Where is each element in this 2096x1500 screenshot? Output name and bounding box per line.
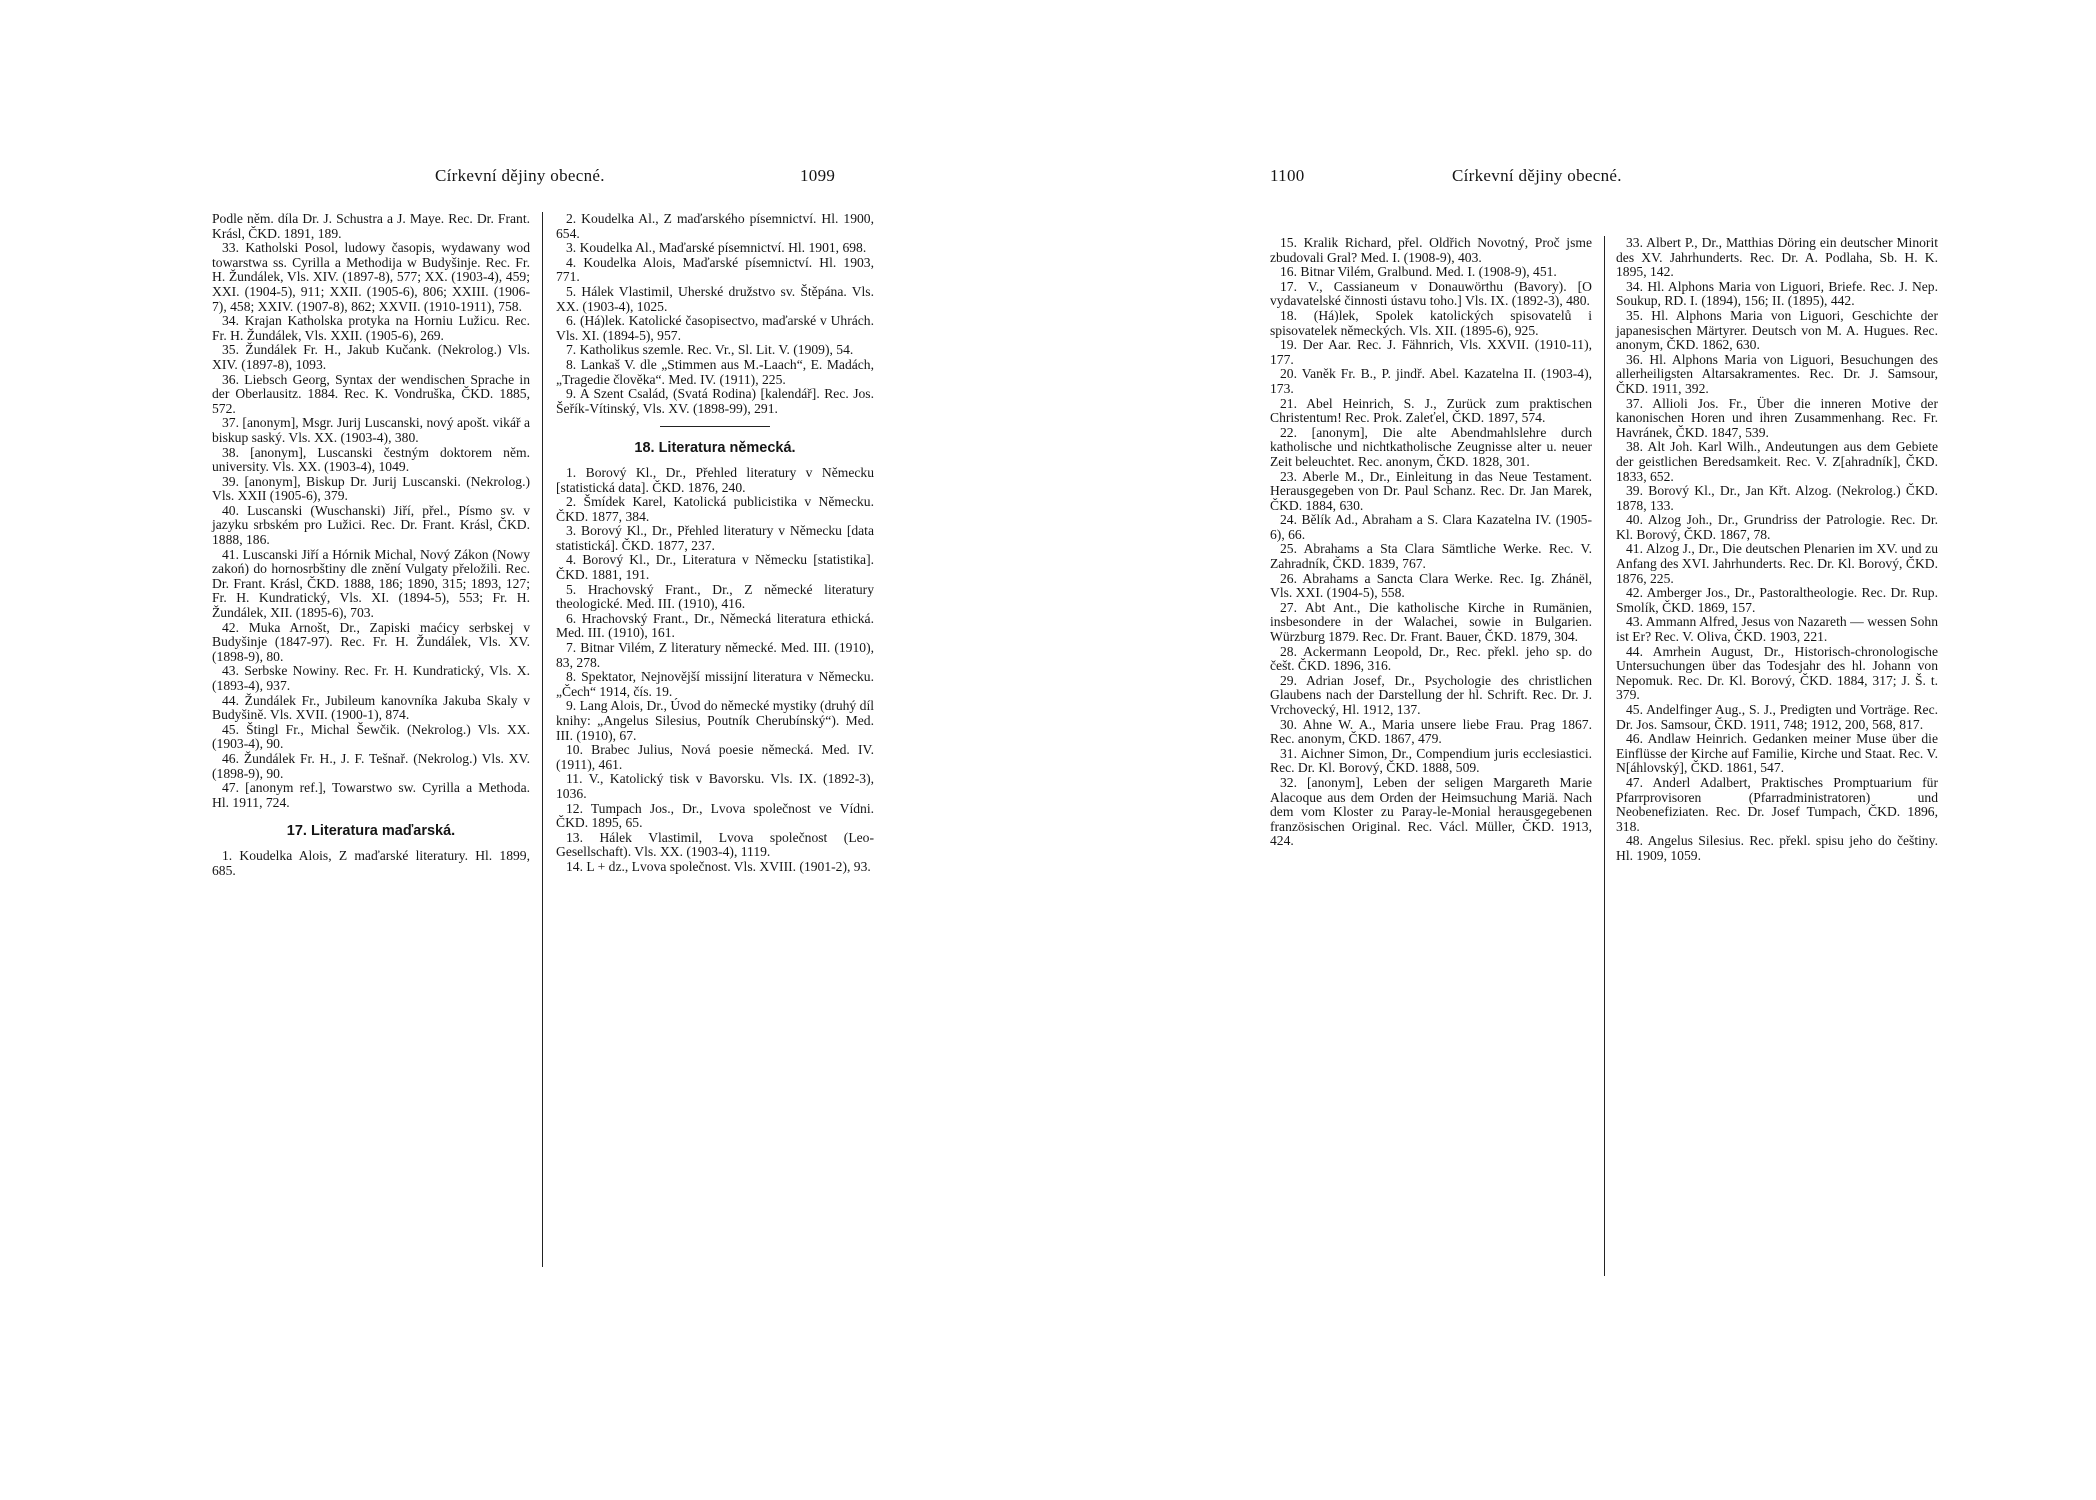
bibliography-entry: 7. Bitnar Vilém, Z literatury německé. Med. III. (1910), 83, 278. (556, 640, 874, 670)
bibliography-entry: Podle něm. díla Dr. J. Schustra a J. Maye. Rec. Dr. Frant. Krásl, ČKD. 1891, 189. (212, 211, 530, 241)
bibliography-entry: 42. Amberger Jos., Dr., Pastoraltheologie. Rec. Dr. Rup. Smolík, ČKD. 1869, 157. (1616, 585, 1938, 615)
bibliography-entry: 29. Adrian Josef, Dr., Psychologie des christlichen Glaubens nach der Darstellung der hl. Schrift. Rec. Dr. J. Vrchovecký, Hl. 1912, 137. (1270, 672, 1592, 717)
bibliography-entry: 37. [anonym], Msgr. Jurij Luscanski, nový apošt. vikář a biskup saský. Vls. XX. (1903-4), 380. (212, 415, 530, 445)
bibliography-entry: 41. Alzog J., Dr., Die deutschen Plenarien im XV. und zu Anfang des XVI. Jahrhunderts. Rec. Dr. Kl. Borový, ČKD. 1876, 225. (1616, 541, 1938, 586)
right-column-1 (1270, 236, 1592, 849)
bibliography-entry: 2. Koudelka Al., Z maďarského písemnictví. Hl. 1900, 654. (556, 211, 874, 241)
bibliography-entry: 13. Hálek Vlastimil, Lvova společnost (Leo-Gesellschaft). Vls. XX. (1903-4), 1119. (556, 829, 874, 860)
bibliography-entry: 19. Der Aar. Rec. J. Fähnrich, Vls. XXVII. (1910-11), 177. (1270, 337, 1592, 367)
bibliography-entry: 38. [anonym], Luscanski čestným doktorem něm. university. Vls. XX. (1903-4), 1049. (212, 444, 530, 475)
section-heading-17: 17. Literatura maďarská. (286, 823, 456, 840)
bibliography-entry: 26. Abrahams a Sancta Clara Werke. Rec. Ig. Zhánël, Vls. XXI. (1904-5), 558. (1270, 570, 1592, 601)
bibliography-entry: 9. A Szent Család, (Svatá Rodina) [kalendář]. Rec. Jos. Šeřík-Vítinský, Vls. XV. (1898-99), 291. (556, 386, 874, 416)
bibliography-entry: 25. Abrahams a Sta Clara Sämtliche Werke. Rec. V. Zahradník, ČKD. 1839, 767. (1270, 541, 1592, 572)
bibliography-entry: 45. Štingl Fr., Michal Šewčik. (Nekrolog.) Vls. XX. (1903-4), 90. (212, 721, 530, 752)
bibliography-entry: 4. Koudelka Alois, Maďarské písemnictví. Hl. 1903, 771. (556, 254, 874, 285)
bibliography-entry: 11. V., Katolický tisk v Bavorsku. Vls. IX. (1892-3), 1036. (556, 771, 874, 801)
bibliography-entry: 40. Luscanski (Wuschanski) Jiří, přel., Písmo sv. v jazyku srbském pro Lužici. Rec. Dr. Frant. Krásl, ČKD. 1888, 186. (212, 502, 530, 548)
bibliography-entry: 46. Andlaw Heinrich. Gedanken meiner Muse über die Einflüsse der Kirche auf Familie, Kirche und Staat. Rec. V. N[áhlovský], ČKD. 1861, 547. (1616, 731, 1938, 776)
bibliography-entry: 20. Vaněk Fr. B., P. jindř. Abel. Kazatelna II. (1903-4), 173. (1270, 366, 1592, 396)
bibliography-entry: 12. Tumpach Jos., Dr., Lvova společnost ve Vídni. ČKD. 1895, 65. (556, 800, 874, 831)
bibliography-entry: 24. Bělík Ad., Abraham a S. Clara Kazatelna IV. (1905-6), 66. (1270, 512, 1592, 542)
bibliography-entry: 10. Brabec Julius, Nová poesie německá. Med. IV. (1911), 461. (556, 742, 874, 772)
bibliography-entry: 37. Allioli Jos. Fr., Über die inneren Motive der kanonischen Horen und ihren Zusammenhang. Rec. Fr. Havránek, ČKD. 1847, 539. (1616, 395, 1938, 440)
bibliography-entry: 21. Abel Heinrich, S. J., Zurück zum praktischen Christentum! Rec. Prok. Zaleťel, ČKD. 1897, 574. (1270, 395, 1592, 426)
bibliography-entry: 35. Žundálek Fr. H., Jakub Kučank. (Nekrolog.) Vls. XIV. (1897-8), 1093. (212, 342, 530, 372)
bibliography-entry: 5. Hálek Vlastimil, Uherské družstvo sv. Štěpána. Vls. XX. (1903-4), 1025. (556, 283, 874, 314)
bibliography-entry: 33. Albert P., Dr., Matthias Döring ein deutscher Minorit des XV. Jahrhunderts. Rec. Dr. A. Podlaha, Sb. H. K. 1895, 142. (1616, 235, 1938, 280)
bibliography-entry: 9. Lang Alois, Dr., Úvod do německé mystiky (druhý díl knihy: „Angelus Silesius, Poutník Cherubínský“). Med. III. (1910), 67. (556, 698, 874, 743)
bibliography-entry: 16. Bitnar Vilém, Gralbund. Med. I. (1908-9), 451. (1280, 264, 1557, 280)
bibliography-entry: 17. V., Cassianeum v Donauwörthu (Bavory). [O vydavatelské činnosti ústavu toho.] Vls. IX. (1892-3), 480. (1270, 278, 1592, 309)
bibliography-entry: 47. [anonym ref.], Towarstwo sw. Cyrilla a Methoda. Hl. 1911, 724. (212, 780, 530, 810)
bibliography-entry: 45. Andelfinger Aug., S. J., Predigten und Vorträge. Rec. Dr. Jos. Samsour, ČKD. 1911, 748; 1912, 200, 568, 817. (1616, 702, 1938, 732)
bibliography-entry: 46. Žundálek Fr. H., J. F. Tešnař. (Nekrolog.) Vls. XV. (1898-9), 90. (212, 750, 530, 781)
bibliography-entry: 28. Ackermann Leopold, Dr., Rec. překl. jeho sp. do češt. ČKD. 1896, 316. (1270, 643, 1592, 674)
bibliography-entry: 39. [anonym], Biskup Dr. Jurij Luscanski. (Nekrolog.) Vls. XXII (1905-6), 379. (212, 473, 530, 504)
bibliography-entry: 1. Koudelka Alois, Z maďarské literatury. Hl. 1899, 685. (212, 847, 530, 878)
bibliography-entry: 6. (Há)lek. Katolické časopisectvo, maďarské v Uhrách. Vls. XI. (1894-5), 957. (556, 313, 874, 343)
section-separator-rule (660, 426, 770, 427)
bibliography-entry: 43. Ammann Alfred, Jesus von Nazareth — wessen Sohn ist Er? Rec. V. Oliva, ČKD. 1903, 221. (1616, 614, 1938, 645)
bibliography-entry: 3. Koudelka Al., Maďarské písemnictví. Hl. 1901, 698. (566, 240, 867, 256)
bibliography-entry: 18. (Há)lek, Spolek katolických spisovatelů i spisovatelek německých. Vls. XII. (1895-6), 925. (1270, 307, 1592, 338)
bibliography-entry: 41. Luscanski Jiří a Hórnik Michal, Nový Zákon (Nowy zakoń) do hornosrbštiny dle znění Vulgaty přeložili. Rec. Dr. Frant. Krásl, ČKD. 1888, 186; 1890, 315; 1893, 127; Fr. H. Kundratický, Vls. XI. (1894-5), 553; Fr. H. Žundálek, XII. (1895-6), 703. (212, 546, 530, 621)
bibliography-entry: 22. [anonym], Die alte Abendmahlslehre durch katholische und nichtkatholische Zeugnisse alter u. neuer Zeit beleuchtet. Rec. anonym, ČKD. 1828, 301. (1270, 424, 1592, 469)
bibliography-entry: 42. Muka Arnošt, Dr., Zapiski maćicy serbskej v Budyšinje (1847-97). Rec. Fr. H. Žundálek, Vls. XV. (1898-9), 80. (212, 619, 530, 664)
bibliography-entry: 34. Hl. Alphons Maria von Liguori, Briefe. Rec. J. Nep. Soukup, RD. I. (1894), 156; II. (1895), 442. (1616, 278, 1938, 309)
left-running-title: Církevní dějiny obecné. (435, 166, 605, 185)
bibliography-entry: 7. Katholikus szemle. Rec. Vr., Sl. Lit. V. (1909), 54. (566, 342, 854, 358)
bibliography-entry: 34. Krajan Katholska protyka na Horniu Lužicu. Rec. Fr. H. Žundálek, Vls. XXII. (1905-6), 269. (212, 313, 530, 343)
bibliography-entry: 30. Ahne W. A., Maria unsere liebe Frau. Prag 1867. Rec. anonym, ČKD. 1867, 479. (1270, 716, 1592, 747)
bibliography-entry: 23. Aberle M., Dr., Einleitung in das Neue Testament. Herausgegeben von Dr. Paul Schanz. Rec. Dr. Jan Marek, ČKD. 1884, 630. (1270, 468, 1592, 513)
bibliography-entry: 39. Borový Kl., Dr., Jan Křt. Alzog. (Nekrolog.) ČKD. 1878, 133. (1616, 483, 1938, 513)
bibliography-entry: 2. Šmídek Karel, Katolická publicistika v Německu. ČKD. 1877, 384. (556, 494, 874, 524)
left-page-number: 1099 (800, 166, 836, 185)
bibliography-entry: 3. Borový Kl., Dr., Přehled literatury v Německu [data statistická]. ČKD. 1877, 237. (556, 523, 874, 553)
bibliography-entry: 4. Borový Kl., Dr., Literatura v Německu [statistika]. ČKD. 1881, 191. (556, 552, 874, 583)
bibliography-entry: 44. Amrhein August, Dr., Historisch-chronologische Untersuchungen über das Todesjahr des hl. Johann von Nepomuk. Rec. Dr. Kl. Borový, ČKD. 1884, 317; J. Š. t. 379. (1616, 643, 1938, 703)
bibliography-entry: 40. Alzog Joh., Dr., Grundriss der Patrologie. Rec. Dr. Kl. Borový, ČKD. 1867, 78. (1616, 512, 1938, 542)
bibliography-entry: 8. Lankaš V. dle „Stimmen aus M.-Laach“, E. Madách, „Tragedie člověka“. Med. IV. (1911), 225. (556, 356, 874, 387)
bibliography-entry: 33. Katholski Posol, ludowy časopis, wydawany wod towarstwa ss. Cyrilla a Methodija w Budyšinje. Rec. Fr. H. Žundálek, Vls. XIV. (1897-8), 577; XX. (1903-4), 459; XXI. (1904-5), 911; XXII. (1905-6), 806; XXIII. (1906-7), 458; XXIV. (1907-8), 862; XXVII. (1910-1911), 758. (212, 240, 530, 314)
bibliography-entry: 1. Borový Kl., Dr., Přehled literatury v Německu [statistická data]. ČKD. 1876, 240. (556, 464, 874, 495)
bibliography-entry: 31. Aichner Simon, Dr., Compendium juris ecclesiastici. Rec. Dr. Kl. Borový, ČKD. 1888, 509. (1270, 745, 1592, 776)
bibliography-entry: 47. Anderl Adalbert, Praktisches Promptuarium für Pfarrprovisoren (Pfarradministratoren) und Neobenefiziaten. Rec. Dr. Josef Tumpach, ČKD. 1896, 318. (1616, 774, 1938, 834)
bibliography-entry: 27. Abt Ant., Die katholische Kirche in Rumänien, insbesondere in der Walachei, sowie in Bulgarien. Würzburg 1879. Rec. Dr. Frant. Bauer, ČKD. 1879, 304. (1270, 599, 1592, 645)
bibliography-entry: 14. L + dz., Lvova společnost. Vls. XVIII. (1901-2), 93. (566, 858, 871, 874)
section-heading-18: 18. Literatura německá. (634, 440, 796, 457)
bibliography-entry: 32. [anonym], Leben der seligen Margareth Marie Alacoque aus dem Orden der Heimsuchung Mariä. Nach dem vom Kloster zu Paray-le-Monial herausgegebenen französischen Original. Rec. Václ. Müller, ČKD. 1913, 424. (1270, 774, 1592, 849)
right-page-number: 1100 (1270, 166, 1305, 185)
bibliography-entry: 5. Hrachovský Frant., Dr., Z německé literatury theologické. Med. III. (1910), 416. (556, 581, 874, 612)
bibliography-entry: 8. Spektator, Nejnovější missijní literatura v Německu. „Čech“ 1914, čís. 19. (556, 669, 874, 699)
bibliography-entry: 6. Hrachovský Frant., Dr., Německá literatura ethická. Med. III. (1910), 161. (556, 610, 874, 641)
left-column-2 (556, 212, 874, 875)
bibliography-entry: 38. Alt Joh. Karl Wilh., Andeutungen aus dem Gebiete der geistlichen Beredsamkeit. Rec. V. Z[ahradník], ČKD. 1833, 652. (1616, 439, 1938, 484)
bibliography-entry: 44. Žundálek Fr., Jubileum kanovníka Jakuba Skaly v Budyšině. Vls. XVII. (1900-1), 874. (212, 692, 530, 723)
left-column-divider (542, 212, 543, 1267)
bibliography-entry: 43. Serbske Nowiny. Rec. Fr. H. Kundratický, Vls. X. (1893-4), 937. (212, 663, 530, 693)
bibliography-entry: 15. Kralik Richard, přel. Oldřich Novotný, Proč jsme zbudovali Gral? Med. I. (1908-9), 403. (1270, 235, 1592, 265)
bibliography-entry: 36. Hl. Alphons Maria von Liguori, Besuchungen des allerheiligsten Altarsakramentes. Rec. Dr. J. Samsour, ČKD. 1911, 392. (1616, 351, 1938, 396)
right-column-2 (1616, 236, 1938, 864)
right-running-title: Církevní dějiny obecné. (1452, 166, 1622, 185)
bibliography-entry: 35. Hl. Alphons Maria von Liguori, Geschichte der japanesischen Märtyrer. Deutsch von M. A. Hugues. Rec. anonym, ČKD. 1862, 630. (1616, 307, 1938, 353)
right-column-divider (1604, 236, 1605, 1276)
left-column-1 (212, 212, 530, 878)
bibliography-entry: 48. Angelus Silesius. Rec. překl. spisu jeho do češtiny. Hl. 1909, 1059. (1616, 833, 1938, 863)
bibliography-entry: 36. Liebsch Georg, Syntax der wendischen Sprache in der Oberlausitz. 1884. Rec. K. Vondruška, ČKD. 1885, 572. (212, 371, 530, 416)
right-page (1048, 0, 2096, 1500)
